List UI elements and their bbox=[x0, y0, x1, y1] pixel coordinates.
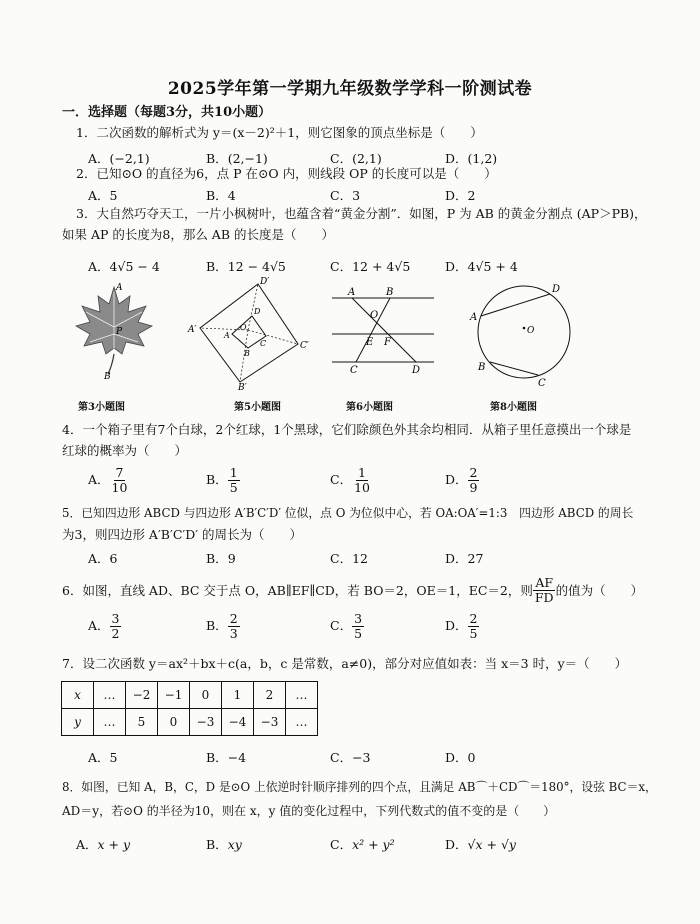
q3-option-b[interactable]: B．12 − 4√5 bbox=[206, 259, 286, 274]
q3-stem-line2: 如果 AP 的长度为8，那么 AB 的长度是（ ） bbox=[62, 227, 334, 242]
q7-option-d[interactable]: D．0 bbox=[445, 750, 476, 765]
q6-option-d[interactable]: D． $\frac{2}{5}$ bbox=[445, 611, 478, 641]
q5-option-d[interactable]: D．27 bbox=[445, 551, 484, 566]
fig8-chord-bc bbox=[490, 362, 538, 375]
q7-option-a[interactable]: A．5 bbox=[88, 750, 118, 765]
q3-option-d[interactable]: D．4√5 + 4 bbox=[445, 259, 518, 274]
q6-option-c[interactable]: C． $\frac{3}{5}$ bbox=[330, 611, 363, 641]
table-cell: x bbox=[62, 682, 94, 709]
fig8-circle-o bbox=[478, 286, 570, 378]
table-cell: … bbox=[286, 682, 318, 709]
figure-3-maple-leaf bbox=[64, 282, 154, 382]
fig6-label-a: A bbox=[348, 287, 356, 298]
q4-stem-line1: 4．一个箱子里有7个白球，2个红球，1个黑球，它们除颜色外其余均相同．从箱子里任意摸出一个球是 bbox=[62, 422, 632, 437]
fig3-label-a: A bbox=[116, 283, 123, 293]
q3-option-a[interactable]: A．4√5 − 4 bbox=[88, 259, 160, 274]
table-cell: … bbox=[94, 682, 126, 709]
q1-option-b[interactable]: B．(2,−1) bbox=[206, 151, 268, 166]
fig5-label-c2: C′ bbox=[300, 341, 309, 351]
figure-6-parallel-lines bbox=[330, 284, 440, 374]
q8-option-c[interactable]: C．x² + y² bbox=[330, 837, 395, 852]
q6-option-b[interactable]: B． $\frac{2}{3}$ bbox=[206, 611, 238, 641]
q8-option-b[interactable]: B．xy bbox=[206, 837, 242, 852]
table-cell: 0 bbox=[190, 682, 222, 709]
q7-option-c[interactable]: C．−3 bbox=[330, 750, 371, 765]
q7-stem: 7．设二次函数 y＝ax²＋bx＋c(a，b，c 是常数，a≠0)，部分对应值如表：当 x＝3 时，y＝（ ） bbox=[62, 656, 628, 671]
fig6-label-o: O bbox=[370, 310, 379, 321]
fig8-label-a: A bbox=[470, 312, 478, 323]
fig5-label-d: D bbox=[254, 307, 261, 316]
q4-option-b[interactable]: B． $\frac{1}{5}$ bbox=[206, 465, 238, 495]
caption-fig3: 第3小题图 bbox=[78, 402, 125, 413]
exam-title: 2025学年第一学期九年级数学学科一阶测试卷 bbox=[167, 79, 533, 99]
fig6-label-c: C bbox=[350, 365, 358, 376]
q8-option-a[interactable]: A．x + y bbox=[76, 837, 131, 852]
q5-stem-line1: 5．已知四边形 ABCD 与四边形 A′B′C′D′ 位似，点 O 为位似中心，若 OA:OA′=1:3 四边形 ABCD 的周长 bbox=[62, 506, 634, 520]
maple-leaf-stem bbox=[108, 354, 114, 374]
q2-option-d[interactable]: D．2 bbox=[445, 188, 476, 203]
fig5-label-b2: B′ bbox=[238, 383, 247, 393]
fig8-chord-ad bbox=[481, 294, 550, 316]
fig5-label-a: A bbox=[224, 331, 230, 340]
table-cell: −4 bbox=[222, 709, 254, 736]
fig8-label-o: O bbox=[527, 326, 535, 336]
caption-fig8: 第8小题图 bbox=[490, 402, 537, 413]
fig3-label-p: P bbox=[116, 327, 123, 337]
q2-option-a[interactable]: A．5 bbox=[88, 188, 118, 203]
fig6-label-e: E bbox=[366, 337, 374, 348]
fig8-label-c: C bbox=[538, 378, 546, 389]
table-cell: −2 bbox=[126, 682, 158, 709]
table-cell: −1 bbox=[158, 682, 190, 709]
q2-option-c[interactable]: C．3 bbox=[330, 188, 361, 203]
q1-option-c[interactable]: C．(2,1) bbox=[330, 151, 382, 166]
q8-option-d[interactable]: D．√x + √y bbox=[445, 837, 516, 852]
table-cell: … bbox=[94, 709, 126, 736]
fig5-outer-quad bbox=[200, 284, 298, 382]
fig8-label-d: D bbox=[552, 284, 561, 295]
q3-option-c[interactable]: C．12 + 4√5 bbox=[330, 259, 411, 274]
fig6-label-d: D bbox=[412, 365, 421, 376]
fig6-label-f: F bbox=[384, 337, 391, 348]
q1-stem: 1．二次函数的解析式为 y＝(x－2)²＋1，则它图象的顶点坐标是（ ） bbox=[76, 125, 483, 140]
table-cell: y bbox=[62, 709, 94, 736]
table-cell: … bbox=[286, 709, 318, 736]
table-cell: 1 bbox=[222, 682, 254, 709]
q8-stem-line2: AD＝y，若⊙O 的半径为10，则在 x，y 值的变化过程中，下列代数式的值不变的是（ ） bbox=[62, 804, 556, 818]
fig8-center-dot bbox=[523, 327, 526, 330]
fig5-label-o: O bbox=[240, 323, 247, 332]
q4-stem-line2: 红球的概率为（ ） bbox=[62, 443, 188, 458]
fig6-label-b: B bbox=[386, 287, 394, 298]
fig5-label-a2: A′ bbox=[188, 325, 197, 335]
table-row-x bbox=[62, 682, 318, 709]
fig5-label-b: B bbox=[244, 349, 250, 358]
q2-option-b[interactable]: B．4 bbox=[206, 188, 236, 203]
q4-option-d[interactable]: D． $\frac{2}{9}$ bbox=[445, 465, 478, 495]
q6-ratio-af-fd: $\frac{AF}{FD}$ bbox=[534, 575, 554, 605]
q1-option-d[interactable]: D．(1,2) bbox=[445, 151, 498, 166]
table-row-y bbox=[62, 709, 318, 736]
q5-option-b[interactable]: B．9 bbox=[206, 551, 236, 566]
table-cell: −3 bbox=[190, 709, 222, 736]
q7-option-b[interactable]: B．−4 bbox=[206, 750, 247, 765]
q4-option-a[interactable]: A． $\frac{7}{10}$ bbox=[88, 465, 128, 495]
q3-stem-line1: 3．大自然巧夺天工，一片小枫树叶，也蕴含着“黄金分割”．如图，P 为 AB 的黄金分割点 (AP＞PB)， bbox=[76, 206, 647, 221]
q5-option-a[interactable]: A．6 bbox=[88, 551, 118, 566]
q7-value-table bbox=[61, 681, 318, 736]
table-cell: 5 bbox=[126, 709, 158, 736]
q2-stem: 2．已知⊙O 的直径为6，点 P 在⊙O 内，则线段 OP 的长度可以是（ ） bbox=[76, 166, 497, 181]
q4-option-c[interactable]: C． $\frac{1}{10}$ bbox=[330, 465, 370, 495]
q6-option-a[interactable]: A． $\frac{3}{2}$ bbox=[88, 611, 120, 641]
figure-8-circle bbox=[470, 278, 570, 388]
fig5-label-d2: D′ bbox=[260, 277, 270, 287]
section-heading: 一．选择题（每题3分，共10小题） bbox=[62, 105, 272, 120]
q6-stem: 6．如图，直线 AD、BC 交于点 O，AB∥EF∥CD，若 BO＝2，OE＝1，EC＝2，则 $\frac{AF}{FD}$ 的值为（ ） bbox=[62, 575, 644, 605]
q8-stem-line1: 8．如图，已知 A，B，C，D 是⊙O 上依逆时针顺序排列的四个点，且满足 AB⌒＋CD⌒＝180°，设弦 BC＝x， bbox=[62, 780, 657, 794]
fig8-label-b: B bbox=[478, 362, 486, 373]
table-cell: −3 bbox=[254, 709, 286, 736]
q5-stem-line2: 为3，则四边形 A′B′C′D′ 的周长为（ ） bbox=[62, 527, 303, 542]
q5-option-c[interactable]: C．12 bbox=[330, 551, 368, 566]
caption-fig5: 第5小题图 bbox=[234, 402, 281, 413]
caption-fig6: 第6小题图 bbox=[346, 402, 393, 413]
fig5-label-c: C bbox=[260, 339, 267, 348]
q1-option-a[interactable]: A．(−2,1) bbox=[88, 151, 150, 166]
fig3-label-b: B bbox=[104, 372, 111, 382]
figure-5-homothety bbox=[186, 277, 309, 393]
table-cell: 2 bbox=[254, 682, 286, 709]
table-cell: 0 bbox=[158, 709, 190, 736]
